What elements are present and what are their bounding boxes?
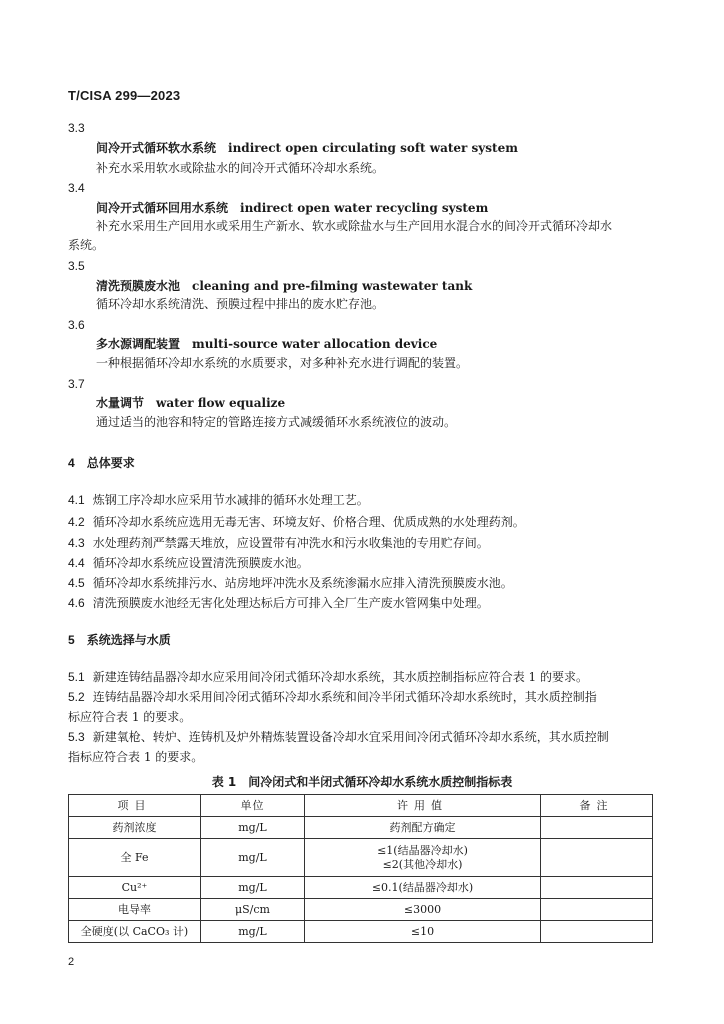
clause-text: 循环冷却水系统应设置清洗预膜废水池。 <box>92 556 309 570</box>
cell-value: ≤0.1(结晶器冷却水) <box>305 877 541 899</box>
clause-text: 水处理药剂严禁露天堆放，应设置带有冲洗水和污水收集池的专用贮存间。 <box>92 536 489 550</box>
cell-note <box>541 921 653 943</box>
cell-unit: mg/L <box>201 839 305 877</box>
cell-unit: mg/L <box>201 877 305 899</box>
term-definition-continued: 系统。 <box>68 238 105 252</box>
cell-note <box>541 877 653 899</box>
cell-note <box>541 839 653 877</box>
column-header-item: 项目 <box>69 795 201 817</box>
clause <box>68 729 609 745</box>
cell-item: 药剂浓度 <box>69 817 201 839</box>
cell-item: 电导率 <box>69 899 201 921</box>
table-caption <box>0 773 724 790</box>
clause-number: 4.5 <box>68 576 85 590</box>
clause-number: 4.3 <box>68 536 85 550</box>
term-en: water flow equalize <box>156 396 286 410</box>
term-heading <box>96 278 472 294</box>
entry-number: 3.3 <box>68 121 85 135</box>
term-heading <box>96 395 285 411</box>
column-header-unit: 单位 <box>201 795 305 817</box>
cell-value: ≤3000 <box>305 899 541 921</box>
table-row <box>69 877 653 899</box>
standard-code: T/CISA 299—2023 <box>68 88 181 103</box>
term-definition: 通过适当的池容和特定的管路连接方式减缓循环水系统液位的波动。 <box>96 415 457 429</box>
cell-item: 全硬度(以 CaCO₃ 计) <box>69 921 201 943</box>
term-cn: 多水源调配装置 <box>96 337 181 351</box>
term-en: indirect open circulating soft water system <box>228 141 518 155</box>
term-definition: 循环冷却水系统清洗、预膜过程中排出的废水贮存池。 <box>96 297 385 311</box>
clause-text: 连铸结晶器冷却水采用间冷闭式循环冷却水系统和间冷半闭式循环冷却水系统时，其水质控制指 <box>92 690 597 704</box>
term-heading <box>96 140 518 156</box>
term-heading <box>96 200 488 216</box>
term-definition: 补充水采用软水或除盐水的间冷开式循环冷却水系统。 <box>96 161 385 175</box>
entry-number: 3.4 <box>68 181 85 195</box>
clause-text-continued: 指标应符合表 1 的要求。 <box>68 750 204 764</box>
term-en: cleaning and pre-filming wastewater tank <box>192 279 473 293</box>
clause <box>68 575 513 591</box>
cell-note <box>541 899 653 921</box>
table-row <box>69 921 653 943</box>
cell-value: 药剂配方确定 <box>305 817 541 839</box>
clause <box>68 514 525 530</box>
cell-value: ≤10 <box>305 921 541 943</box>
clause-text: 循环冷却水系统排污水、站房地坪冲洗水及系统渗漏水应排入清洗预膜废水池。 <box>92 576 513 590</box>
cell-value-line: ≤2(其他冷却水) <box>382 857 463 871</box>
table-row <box>69 839 653 877</box>
term-definition: 补充水采用生产回用水或采用生产新水、软水或除盐水与生产回用水混合水的间冷开式循环冷却水 <box>96 219 613 233</box>
clause-text-continued: 标应符合表 1 的要求。 <box>68 710 192 724</box>
cell-item: 全 Fe <box>69 839 201 877</box>
clause-text: 炼钢工序冷却水应采用节水减排的循环水处理工艺。 <box>92 493 369 507</box>
entry-number: 3.6 <box>68 318 85 332</box>
term-en: indirect open water recycling system <box>240 201 489 215</box>
term-heading <box>96 336 437 352</box>
clause-text: 清洗预膜废水池经无害化处理达标后方可排入全厂生产废水管网集中处理。 <box>92 596 489 610</box>
table-row <box>69 899 653 921</box>
cell-unit: mg/L <box>201 921 305 943</box>
entry-number: 3.7 <box>68 377 85 391</box>
section-number: 5 <box>68 633 75 647</box>
clause-number: 4.4 <box>68 556 85 570</box>
section-heading <box>68 632 171 648</box>
clause-number: 5.2 <box>68 690 85 704</box>
section-number: 4 <box>68 456 75 470</box>
cell-item: Cu²⁺ <box>69 877 201 899</box>
clause-number: 5.3 <box>68 730 85 744</box>
table-title: 间冷闭式和半闭式循环冷却水系统水质控制指标表 <box>248 775 513 789</box>
term-en: multi-source water allocation device <box>192 337 438 351</box>
clause-text: 新建氧枪、转炉、连铸机及炉外精炼装置设备冷却水宜采用间冷闭式循环冷却水系统，其水质控制 <box>92 730 609 744</box>
cell-value-line: ≤1(结晶器冷却水) <box>377 843 468 857</box>
table-label: 表 1 <box>211 775 237 789</box>
clause <box>68 595 489 611</box>
term-definition: 一种根据循环冷却水系统的水质要求，对多种补充水进行调配的装置。 <box>96 356 469 370</box>
cell-note <box>541 817 653 839</box>
term-cn: 清洗预膜废水池 <box>96 279 181 293</box>
section-heading <box>68 455 135 471</box>
clause <box>68 535 489 551</box>
entry-number: 3.5 <box>68 259 85 273</box>
clause <box>68 669 588 685</box>
term-cn: 间冷开式循环软水系统 <box>96 141 217 155</box>
clause <box>68 492 369 508</box>
clause-number: 4.2 <box>68 515 85 529</box>
cell-value <box>305 839 541 877</box>
clause-number: 4.1 <box>68 493 85 507</box>
clause-text: 新建连铸结晶器冷却水应采用间冷闭式循环冷却水系统，其水质控制指标应符合表 1 的要求。 <box>92 670 588 684</box>
cell-unit: mg/L <box>201 817 305 839</box>
page-number: 2 <box>68 956 75 968</box>
clause <box>68 689 597 705</box>
section-title: 总体要求 <box>86 456 135 470</box>
cell-unit: μS/cm <box>201 899 305 921</box>
term-cn: 间冷开式循环回用水系统 <box>96 201 229 215</box>
term-cn: 水量调节 <box>96 396 145 410</box>
column-header-remarks: 备注 <box>541 795 653 817</box>
water-quality-table <box>68 794 653 943</box>
clause <box>68 555 309 571</box>
clause-number: 4.6 <box>68 596 85 610</box>
clause-text: 循环冷却水系统应选用无毒无害、环境友好、价格合理、优质成熟的水处理药剂。 <box>92 515 525 529</box>
clause-number: 5.1 <box>68 670 85 684</box>
table-row <box>69 817 653 839</box>
column-header-allowed-value: 许用值 <box>305 795 541 817</box>
section-title: 系统选择与水质 <box>86 633 171 647</box>
